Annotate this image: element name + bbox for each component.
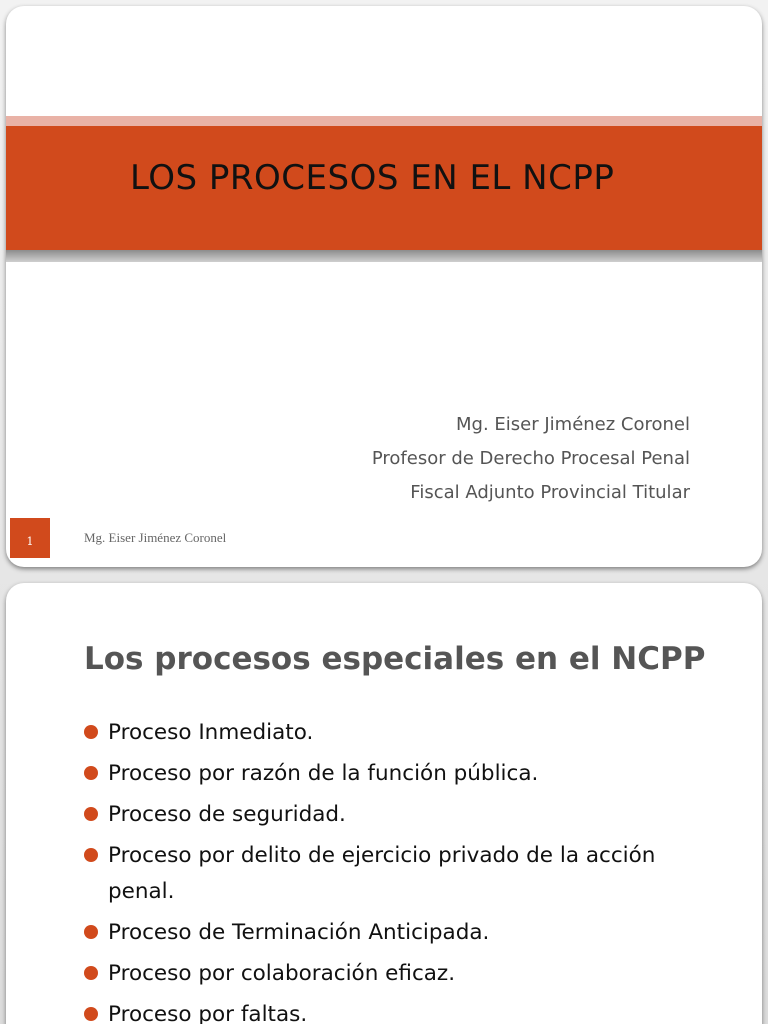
list-item (82, 997, 722, 1024)
title-band-highlight (6, 116, 762, 126)
bullet-icon (84, 1007, 98, 1021)
slide-1 (6, 6, 762, 567)
author-role: Profesor de Derecho Procesal Penal (371, 448, 690, 469)
title-band-shadow (6, 250, 762, 262)
author-position: Fiscal Adjunto Provincial Titular (410, 482, 690, 503)
slide-heading: Los procesos especiales en el NCPP (84, 641, 706, 677)
list-item-text: Proceso Inmediato. (108, 720, 314, 745)
list-item (82, 756, 722, 792)
bullet-icon (84, 807, 98, 821)
list-item-text: Proceso por colaboración eficaz. (108, 961, 456, 986)
bullet-icon (84, 925, 98, 939)
list-item-text: Proceso por razón de la función pública. (108, 761, 539, 786)
list-item (82, 797, 722, 833)
author-name: Mg. Eiser Jiménez Coronel (456, 414, 690, 435)
list-item (82, 838, 722, 910)
bullet-icon (84, 725, 98, 739)
bullet-list (82, 715, 722, 1024)
list-item (82, 915, 722, 951)
list-item-text: Proceso por faltas. (108, 1002, 308, 1024)
bullet-icon (84, 848, 98, 862)
slide-number-badge: 1 (10, 518, 50, 558)
slide-footer: Mg. Eiser Jiménez Coronel (84, 530, 227, 545)
bullet-icon (84, 766, 98, 780)
list-item-text: Proceso de Terminación Anticipada. (108, 920, 490, 945)
list-item-text: Proceso por delito de ejercicio privado de la acción penal. (108, 843, 656, 904)
list-item (82, 956, 722, 992)
bullet-icon (84, 966, 98, 980)
slide-title: LOS PROCESOS EN EL NCPP (130, 158, 615, 198)
slide-2 (6, 583, 762, 1024)
author-block (372, 408, 690, 510)
list-item (82, 715, 722, 751)
list-item-text: Proceso de seguridad. (108, 802, 346, 827)
